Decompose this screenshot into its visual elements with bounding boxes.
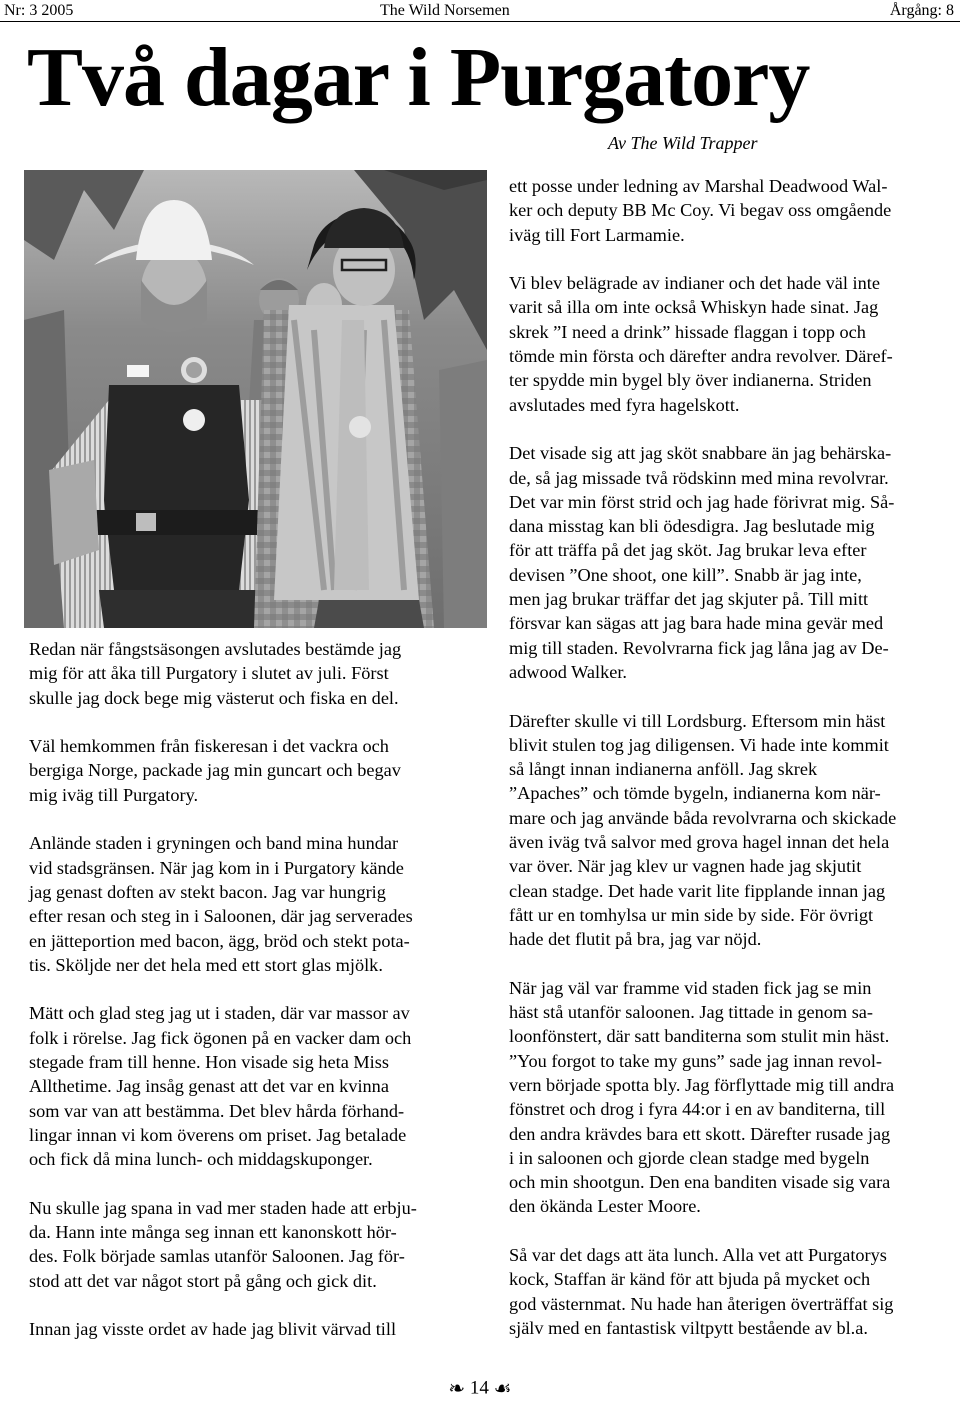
- paragraph: När jag väl var framme vid staden fick jag se min häst stå utanför saloonen. Jag tittade in genom sa- loonfönstert, där satt banditerna som stulit min häst. ”You forgot to take my guns” sade jag innan revol- vern började spotta bly. Jag förflyttade mig till andra fönstret och drog i fyra 44:or i en av banditerna, till den andra krävdes bara ett skott. Därefter rusade jag i in saloonen och gjorde clean stadge med bygeln och min shootgun. Den ena banditen visade sig vara den ökända Lester Moore.: [509, 977, 895, 1217]
- page-number: 14: [469, 1377, 489, 1399]
- left-column: [29, 637, 484, 1366]
- header-rule: [0, 21, 960, 22]
- volume-number: Årgång: 8: [889, 2, 954, 19]
- ornament-left-icon: ❧: [448, 1378, 466, 1400]
- paragraph: Så var det dags att äta lunch. Alla vet att Purgatorys kock, Staffan är känd för att bjuda på mycket och god västernmat. Nu hade han återigen överträffat sig själv med en fantastisk viltpytt bestående av bl.a.: [509, 1245, 894, 1338]
- paragraph: Innan jag visste ordet av hade jag blivit värvad till: [29, 1319, 397, 1340]
- paragraph: Redan när fångstsäsongen avslutades bestämde jag mig för att åka till Purgatory i slutet av juli. Först skulle jag dock bege mig västerut och fiska en del.: [29, 639, 402, 708]
- article-byline: Av The Wild Trapper: [608, 133, 758, 153]
- right-column: [509, 174, 959, 1365]
- article-title: Två dagar i Purgatory: [27, 31, 810, 124]
- publication-name: The Wild Norsemen: [380, 2, 510, 19]
- paragraph: Väl hemkommen från fiskeresan i det vackra och bergiga Norge, packade jag min guncart och begav mig iväg till Purgatory.: [29, 736, 401, 805]
- paragraph: Därefter skulle vi till Lordsburg. Eftersom min häst blivit stulen tog jag diligensen. Vi hade inte kommit så långt innan indianerna anföll. Jag skrek ”Apaches” och tömde bygeln, indianerna kom när- mare och jag använde båda revolvrarna och skickade även iväg två salvor med grova hagel innan det hela var över. När jag klev ur vagnen hade jag skjutit clean stadge. Det hade varit lite fipplande innan jag fått ur en tomhylsa ur min side by side. För övrigt hade det flutit på bra, jag var nöjd.: [509, 710, 897, 950]
- paragraph: Nu skulle jag spana in vad mer staden hade att erbju- da. Hann inte många seg innan ett kanonskott hör- des. Folk började samlas utanför Saloonen. Jag för- stod att det var något stort på gång och gick dit.: [29, 1197, 417, 1291]
- ornament-right-icon: ☙: [493, 1378, 512, 1400]
- paragraph: ett posse under ledning av Marshal Deadwood Wal- ker och deputy BB Mc Coy. Vi begav oss omgående iväg till Fort Larmamie.: [509, 176, 892, 245]
- running-header: [0, 0, 960, 22]
- paragraph: Mätt och glad steg jag ut i staden, där var massor av folk i rörelse. Jag fick ögonen på en vacker dam och stegade fram till henne. Hon visade sig heta Miss Allthetime. Jag insåg genast att det var en kvinna som var van att bestämma. Det blev hårda förhand- lingar innan vi kom överens om priset. Jag betalade och fick då mina lunch- och middagskuponger.: [29, 1003, 412, 1170]
- issue-number: Nr: 3 2005: [4, 2, 74, 19]
- paragraph: Vi blev belägrade av indianer och det hade väl inte varit så illa om inte också Whiskyn hade sinat. Jag skrek ”I need a drink” hissade flaggan i topp och tömde min första och därefter andra revolver. Däref- ter spydde min bygel bly över indianerna. Striden avslutades med fyra hagelskott.: [509, 273, 893, 415]
- photo-two-cowboys: [24, 170, 487, 628]
- paragraph: Anlände staden i gryningen och band mina hundar vid stadsgränsen. När jag kom in i Purgatory kände jag genast doften av stekt bacon. Jag var hungrig efter resan och steg in i Saloonen, där jag serverades en jätteportion med bacon, ägg, bröd och stekt pota- tis. Sköljde ner det hela med ett stort glas mjölk.: [29, 833, 413, 975]
- paragraph: Det visade sig att jag sköt snabbare än jag behärska- de, så jag missade två rödskinn med mina revolvrar. Det var min först strid och jag hade förivrat mig. Så- dana misstag kan bli ödesdigra. Jag beslutade mig för att träffa på det jag sköt. Jag brukar leva efter devisen ”One shoot, one kill”. Snabb är jag inte, men jag brukar träffar det jag skjuter på. Till mitt försvar kan sägas att jag bara hade mina gevär med mig till staden. Revolvrarna fick jag låna jag av De- adwood Walker.: [509, 443, 895, 682]
- page-footer: [0, 1376, 960, 1401]
